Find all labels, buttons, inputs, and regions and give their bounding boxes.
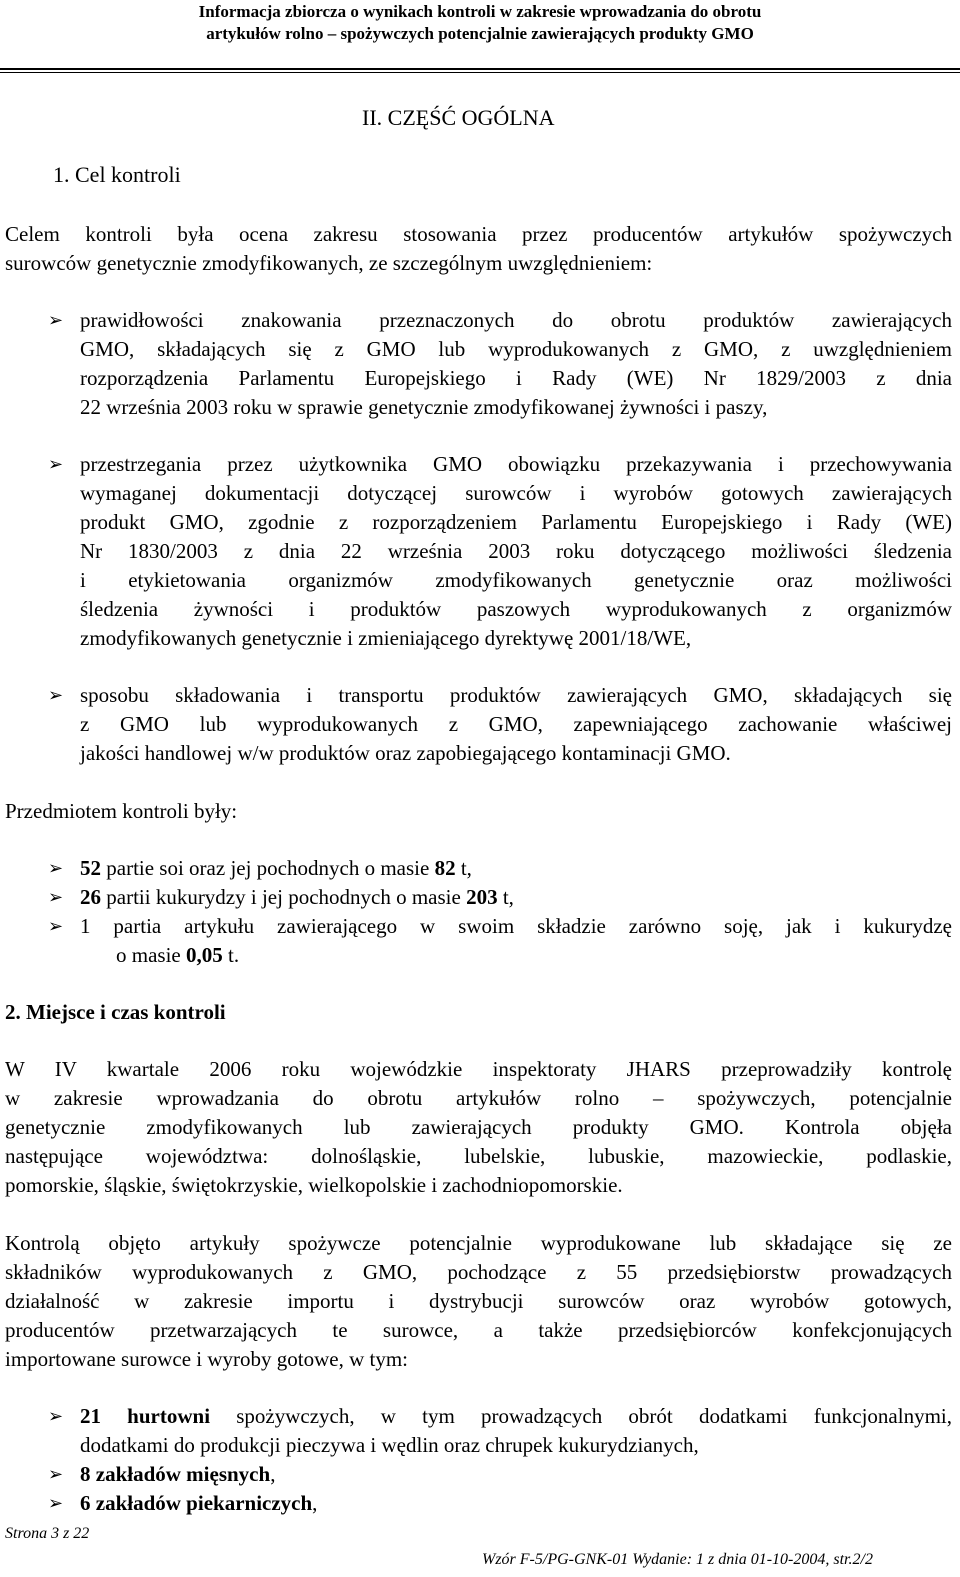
para1-line: następujące województwa: dolnośląskie, lubelskie, lubuskie, mazowieckie, podlaskie, — [5, 1144, 952, 1168]
list-meat-plants: 8 zakładów mięsnych, — [80, 1462, 276, 1486]
para2-line: działalność w zakresie importu i dystrybucji surowców oraz wyrobów gotowych, — [5, 1289, 952, 1313]
heading-miejsce-czas: 2. Miejsce i czas kontroli — [5, 1000, 226, 1024]
item-mixed: 1 partia artykułu zawierającego w swoim składzie zarówno soję, jak i kukurydzę — [80, 914, 952, 938]
intro-line: Celem kontroli była ocena zakresu stosowania przez producentów artykułów spożywczych — [5, 222, 952, 246]
arrowhead-bullet-icon: ➢ — [48, 887, 64, 907]
para1-line: w zakresie wprowadzania do obrotu artykułów rolno – spożywczych, potencjalnie — [5, 1086, 952, 1110]
arrowhead-bullet-icon: ➢ — [48, 916, 64, 936]
para2-line: Kontrolą objęto artykuły spożywcze potencjalnie wyprodukowane lub składające się ze — [5, 1231, 952, 1255]
page-number: Strona 3 z 22 — [5, 1525, 90, 1542]
subject-label: Przedmiotem kontroli były: — [5, 799, 238, 823]
header-rule-thin — [0, 72, 960, 73]
para2-line: producentów przetwarzających te surowce, a także przedsiębiorców konfekcjonujących — [5, 1318, 952, 1342]
bullet-b-line: Nr 1830/2003 z dnia 22 września 2003 roku dotyczącego możliwości śledzenia — [80, 539, 952, 563]
bullet-b-line: przestrzegania przez użytkownika GMO obowiązku przekazywania i przechowywania — [80, 452, 952, 476]
header-line-2: artykułów rolno – spożywczych potencjalnie zawierających produkty GMO — [206, 24, 754, 43]
bullet-b-line: i etykietowania organizmów zmodyfikowanych genetycznie oraz możliwości — [80, 568, 952, 592]
bullet-b-line: zmodyfikowanych genetycznie i zmieniającego dyrektywę 2001/18/WE, — [80, 626, 692, 650]
para1-line: W IV kwartale 2006 roku wojewódzkie inspektoraty JHARS przeprowadziły kontrolę — [5, 1057, 952, 1081]
bullet-a-line: prawidłowości znakowania przeznaczonych do obrotu produktów zawierających — [80, 308, 952, 332]
bullet-a-line: rozporządzenia Parlamentu Europejskiego i Rady (WE) Nr 1829/2003 z dnia — [80, 366, 952, 390]
header-rule — [0, 68, 960, 70]
bullet-a-line: 22 września 2003 roku w sprawie genetycznie zmodyfikowanej żywności i paszy, — [80, 395, 768, 419]
para2-line: importowane surowce i wyroby gotowe, w tym: — [5, 1347, 409, 1371]
section-title: II. CZĘŚĆ OGÓLNA — [362, 105, 555, 130]
arrowhead-bullet-icon: ➢ — [48, 685, 64, 705]
para2-line: składników wyprodukowanych z GMO, pochodzące z 55 przedsiębiorstw prowadzących — [5, 1260, 952, 1284]
bullet-c-line: sposobu składowania i transportu produktów zawierających GMO, składających się — [80, 683, 952, 707]
list-wholesalers: 21 hurtowni spożywczych, w tym prowadzących obrót dodatkami funkcjonalnymi, — [80, 1404, 952, 1428]
form-reference: Wzór F-5/PG-GNK-01 Wydanie: 1 z dnia 01-10-2004, str.2/2 — [482, 1551, 873, 1568]
item-mixed-mass: o masie 0,05 t. — [116, 943, 240, 967]
bullet-a-line: GMO, składających się z GMO lub wyprodukowanych z GMO, z uwzględnieniem — [80, 337, 952, 361]
arrowhead-bullet-icon: ➢ — [48, 1406, 64, 1426]
arrowhead-bullet-icon: ➢ — [48, 1493, 64, 1513]
bullet-c-line: z GMO lub wyprodukowanych z GMO, zapewniającego zachowanie właściwej — [80, 712, 952, 736]
arrowhead-bullet-icon: ➢ — [48, 858, 64, 878]
item-corn: 26 partii kukurydzy i jej pochodnych o masie 203 t, — [80, 885, 514, 909]
list-bakeries: 6 zakładów piekarniczych, — [80, 1491, 318, 1515]
heading-cel-kontroli: 1. Cel kontroli — [53, 162, 181, 187]
list-wholesalers-line2: dodatkami do produkcji pieczywa i wędlin oraz chrupek kukurydzianych, — [80, 1433, 699, 1457]
arrowhead-bullet-icon: ➢ — [48, 1464, 64, 1484]
arrowhead-bullet-icon: ➢ — [48, 454, 64, 474]
header-line-1: Informacja zbiorcza o wynikach kontroli w zakresie wprowadzania do obrotu — [198, 2, 762, 21]
bullet-b-line: śledzenia żywności i produktów paszowych wyprodukowanych z organizmów — [80, 597, 952, 621]
item-soy: 52 partie soi oraz jej pochodnych o masie 82 t, — [80, 856, 472, 880]
arrowhead-bullet-icon: ➢ — [48, 310, 64, 330]
para1-line: pomorskie, śląskie, świętokrzyskie, wielkopolskie i zachodniopomorskie. — [5, 1173, 623, 1197]
intro-line: surowców genetycznie zmodyfikowanych, ze szczególnym uwzględnieniem: — [5, 251, 653, 275]
bullet-c-line: jakości handlowej w/w produktów oraz zapobiegającego kontaminacji GMO. — [80, 741, 731, 765]
bullet-b-line: produkt GMO, zgodnie z rozporządzeniem Parlamentu Europejskiego i Rady (WE) — [80, 510, 952, 534]
bullet-b-line: wymaganej dokumentacji dotyczącej surowców i wyrobów gotowych zawierających — [80, 481, 952, 505]
para1-line: genetycznie zmodyfikowanych lub zawierających produkty GMO. Kontrola objęła — [5, 1115, 952, 1139]
